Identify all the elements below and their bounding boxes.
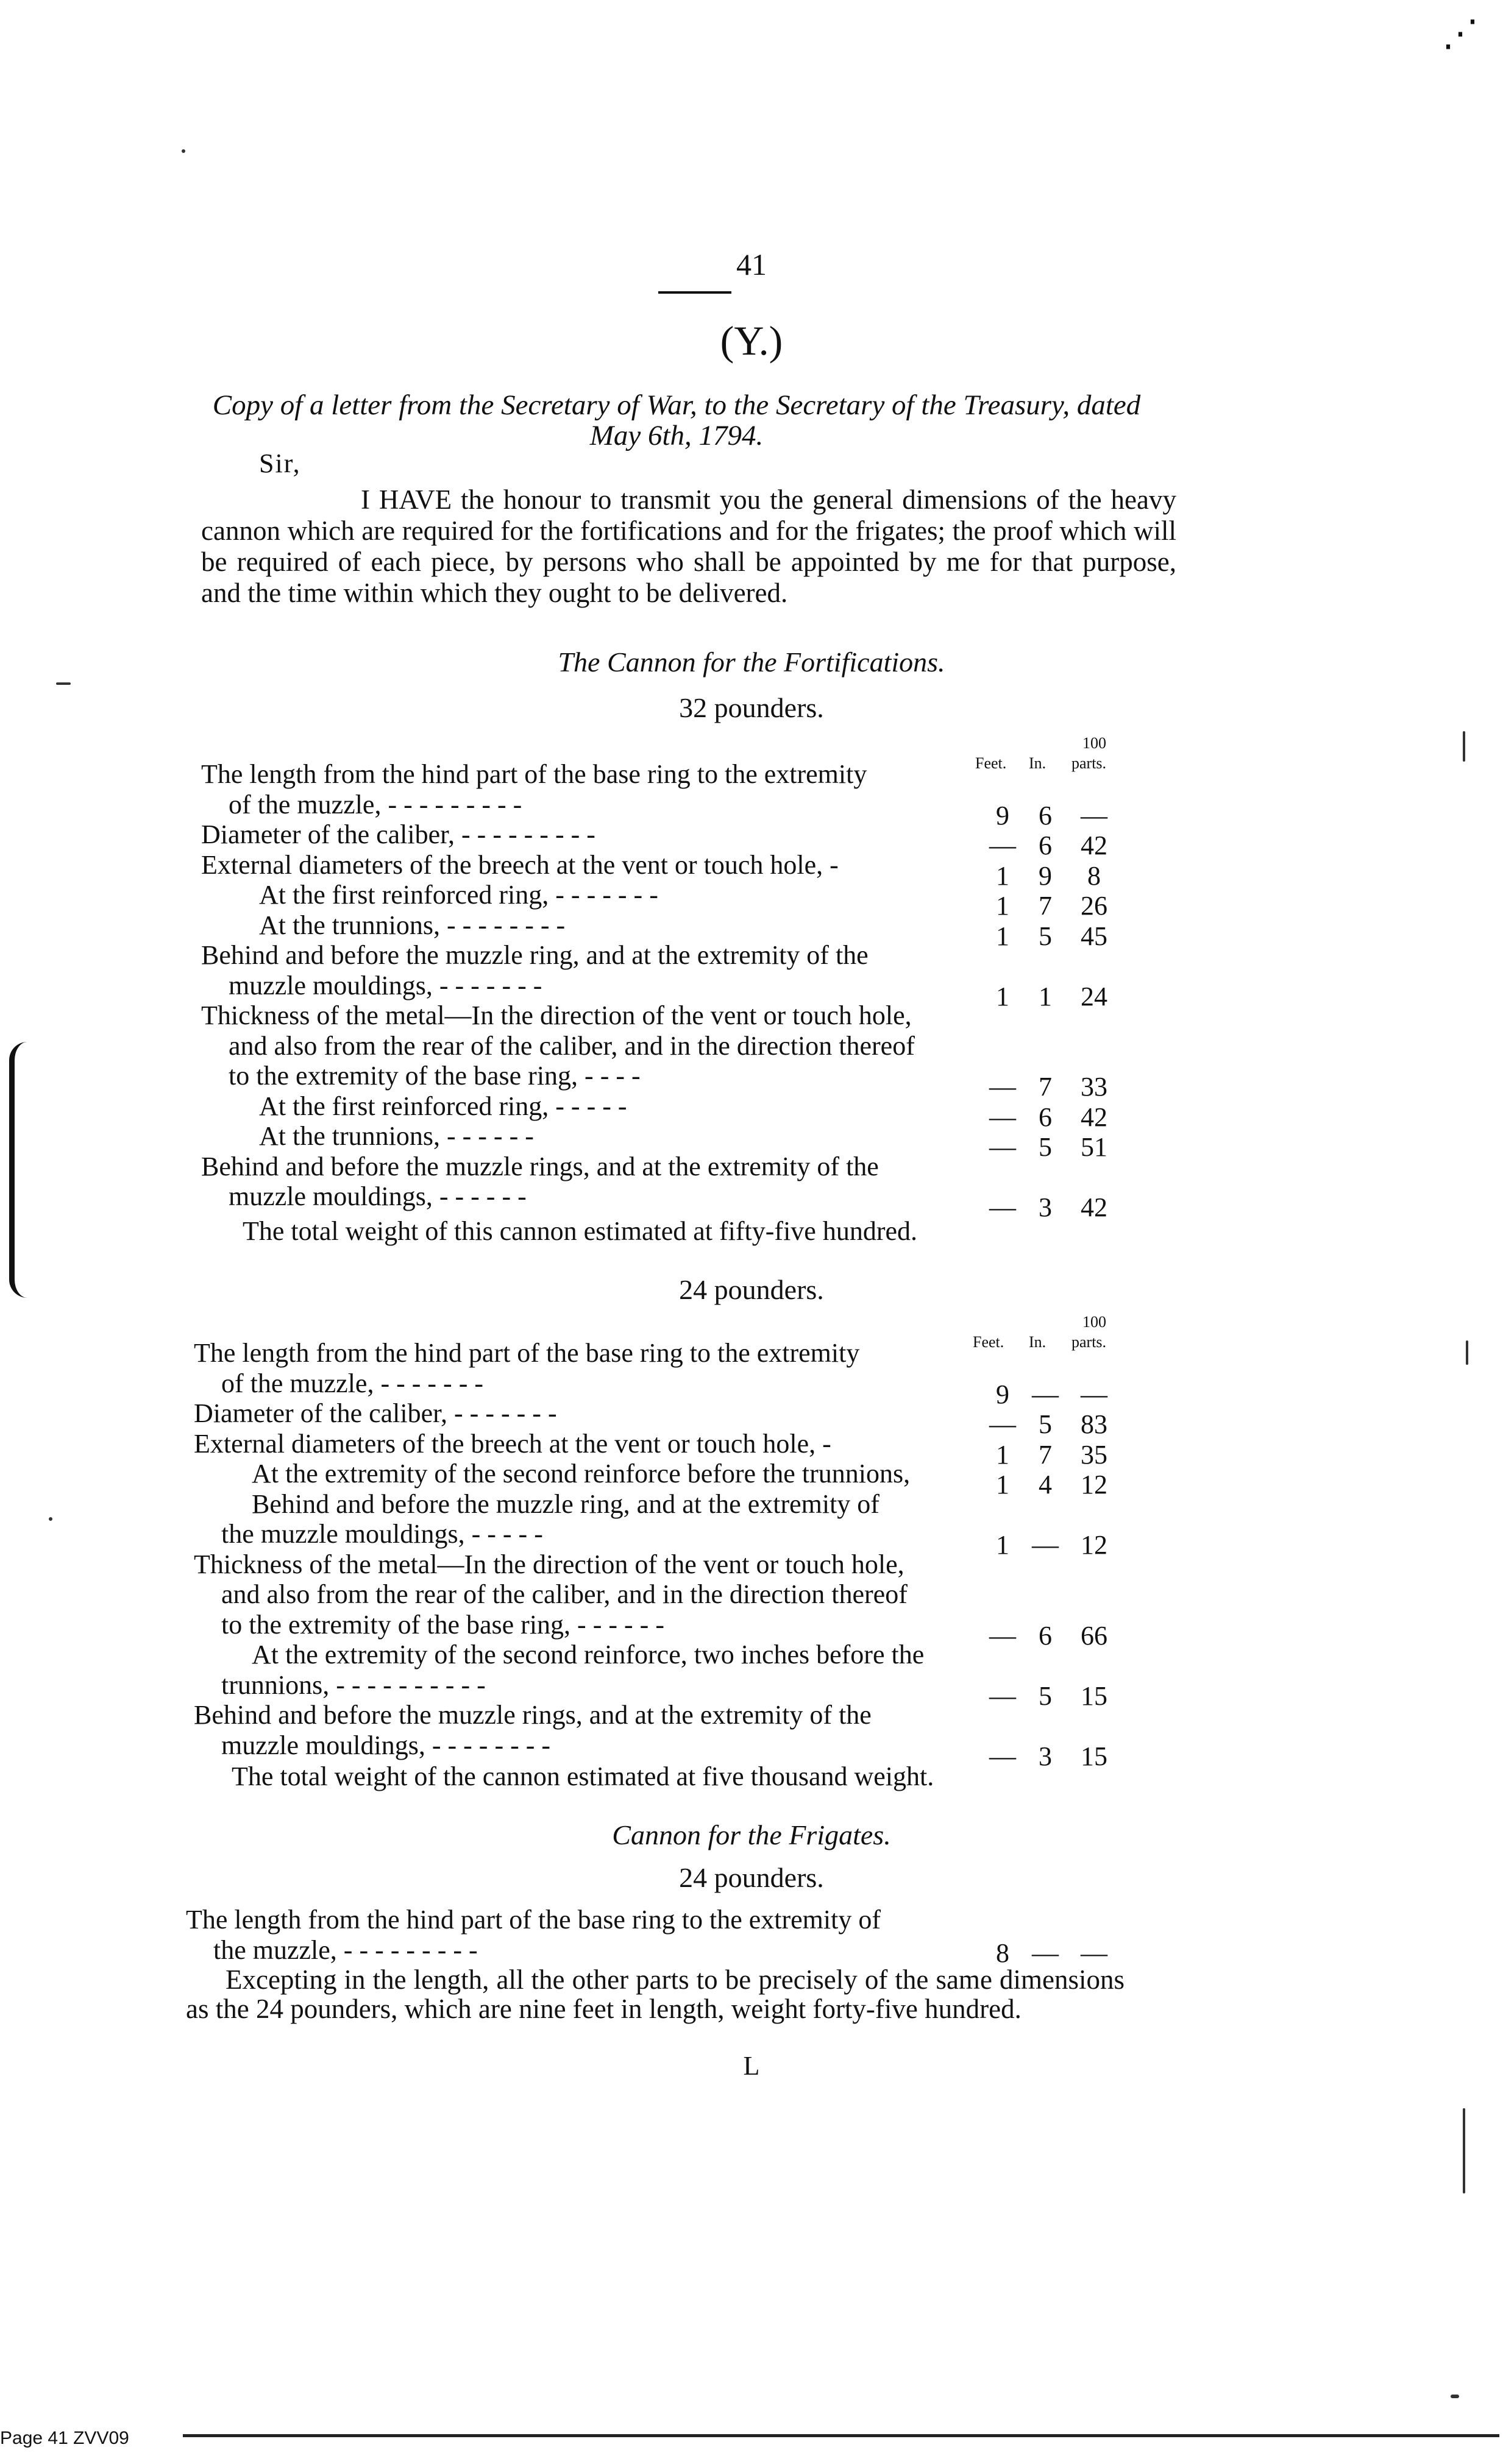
p32-parts-value: 8 bbox=[1087, 860, 1101, 891]
p24-col-parts: parts. bbox=[1071, 1333, 1107, 1351]
frigates-parts-value: — bbox=[1081, 1938, 1107, 1968]
p24-row-text: muzzle mouldings, - - - - - - - - bbox=[221, 1730, 551, 1760]
page-footer: Page 41 ZVV09 bbox=[0, 2428, 129, 2448]
p24-feet-value: 1 bbox=[996, 1439, 1009, 1470]
p24-row-text: of the muzzle, - - - - - - - bbox=[221, 1368, 484, 1398]
salutation: Sir, bbox=[259, 448, 301, 478]
letter-caption bbox=[201, 390, 1152, 451]
frigates-note-text: Excepting in the length, all the other parts to be precisely of the same dimensions as the 24 pounders, which are nine feet in length, weight forty-five hundred. bbox=[186, 1964, 1125, 2024]
p24-inches-value: — bbox=[1032, 1530, 1059, 1560]
p32-total: The total weight of this cannon estimated at fifty-five hundred. bbox=[243, 1216, 918, 1246]
p24-inches-value: 7 bbox=[1039, 1439, 1052, 1470]
p32-inches-value: 7 bbox=[1039, 1072, 1052, 1102]
p24-row-text: Diameter of the caliber, - - - - - - - bbox=[194, 1398, 557, 1428]
margin-bracket-mark bbox=[9, 1042, 30, 1298]
p32-row-text: Thickness of the metal—In the direction of the vent or touch hole, bbox=[201, 1000, 912, 1030]
p32-row-text: The length from the hind part of the base ring to the extremity bbox=[201, 759, 867, 789]
p24-parts-value: 35 bbox=[1081, 1439, 1107, 1470]
ink-speck bbox=[49, 1517, 52, 1521]
p24-inches-value: 5 bbox=[1039, 1680, 1052, 1711]
p24-parts-value: — bbox=[1081, 1379, 1107, 1409]
p32-col-hundred: 100 bbox=[1082, 734, 1106, 752]
p32-row-text: Diameter of the caliber, - - - - - - - - - bbox=[201, 820, 595, 849]
frigates-heading: Cannon for the Frigates. bbox=[612, 1819, 891, 1850]
p24-inches-value: 4 bbox=[1039, 1470, 1052, 1499]
signature-mark: L bbox=[743, 2051, 760, 2081]
p32-row-text: muzzle mouldings, - - - - - - bbox=[229, 1181, 527, 1211]
frigates-p24-heading: 24 pounders. bbox=[679, 1862, 824, 1893]
p24-row-text: to the extremity of the base ring, - - - - - - bbox=[221, 1609, 664, 1640]
p32-feet-value: 1 bbox=[996, 860, 1009, 891]
p24-feet-value: — bbox=[989, 1680, 1016, 1711]
p32-parts-value: 42 bbox=[1081, 1102, 1107, 1132]
p32-feet-value: 9 bbox=[996, 800, 1009, 830]
p32-inches-value: 6 bbox=[1039, 800, 1052, 830]
p32-parts-value: 24 bbox=[1081, 981, 1107, 1011]
p32-row-text: External diameters of the breech at the vent or touch hole, - bbox=[201, 849, 839, 880]
p24-parts-value: 15 bbox=[1081, 1680, 1107, 1711]
p32-feet-value: 1 bbox=[996, 921, 1009, 951]
frigates-feet-value: 8 bbox=[996, 1938, 1009, 1968]
p32-parts-value: 42 bbox=[1081, 1192, 1107, 1222]
p32-inches-value: 7 bbox=[1039, 891, 1052, 921]
p24-row-text: The length from the hind part of the base ring to the extremity bbox=[194, 1338, 860, 1368]
caption-line-2: May 6th, 1794. bbox=[589, 420, 764, 451]
ink-speck bbox=[56, 682, 71, 685]
p24-row-text: At the extremity of the second reinforce, two inches before the bbox=[252, 1640, 925, 1669]
p24-col-in: In. bbox=[1029, 1333, 1046, 1351]
p24-row-text: trunnions, - - - - - - - - - - bbox=[221, 1669, 486, 1700]
p32-row-text: Behind and before the muzzle ring, and at the extremity of the bbox=[201, 940, 869, 970]
p32-col-in: In. bbox=[1029, 754, 1046, 772]
p24-col-hundred: 100 bbox=[1082, 1313, 1106, 1331]
p32-feet-value: — bbox=[989, 1132, 1016, 1162]
p32-row-text: to the extremity of the base ring, - - - - bbox=[229, 1061, 641, 1091]
page-number-rule bbox=[658, 291, 731, 294]
p24-feet-value: 1 bbox=[996, 1470, 1009, 1499]
p32-row-text: of the muzzle, - - - - - - - - - bbox=[229, 789, 522, 820]
p24-inches-value: 5 bbox=[1039, 1409, 1052, 1439]
p32-parts-value: 42 bbox=[1081, 830, 1107, 860]
p24-parts-value: 66 bbox=[1081, 1620, 1107, 1651]
p24-parts-value: 12 bbox=[1081, 1530, 1107, 1560]
p24-total: The total weight of the cannon estimated at five thousand weight. bbox=[232, 1761, 934, 1791]
p24-heading: 24 pounders. bbox=[679, 1274, 824, 1305]
p24-inches-value: — bbox=[1032, 1379, 1059, 1409]
p32-row-text: At the trunnions, - - - - - - - - bbox=[259, 910, 566, 940]
ink-speck bbox=[182, 149, 185, 153]
p32-inches-value: 3 bbox=[1039, 1192, 1052, 1222]
p24-row-text: Behind and before the muzzle ring, and at the extremity of bbox=[252, 1489, 879, 1519]
p24-feet-value: — bbox=[989, 1620, 1016, 1651]
p24-parts-value: 15 bbox=[1081, 1741, 1107, 1771]
frigates-note bbox=[186, 1965, 1125, 2023]
caption-line-1: Copy of a letter from the Secretary of War, to the Secretary of the Treasury, dated bbox=[212, 389, 1141, 421]
p32-row-text: At the trunnions, - - - - - - bbox=[259, 1121, 534, 1151]
p32-parts-value: 26 bbox=[1081, 891, 1107, 921]
p24-row-text: At the extremity of the second reinforce before the trunnions, bbox=[252, 1459, 911, 1489]
p32-row-text: muzzle mouldings, - - - - - - - bbox=[229, 970, 542, 1000]
frigates-row-line-1: The length from the hind part of the base ring to the extremity of bbox=[186, 1905, 881, 1935]
p32-row-text: At the first reinforced ring, - - - - - - - bbox=[259, 880, 658, 910]
p32-inches-value: 1 bbox=[1039, 981, 1052, 1011]
frigates-inches-value: — bbox=[1032, 1938, 1059, 1968]
p32-row-text: Behind and before the muzzle rings, and at the extremity of the bbox=[201, 1151, 879, 1181]
p24-row-text: the muzzle mouldings, - - - - - bbox=[221, 1519, 543, 1549]
p32-feet-value: — bbox=[989, 830, 1016, 860]
p24-inches-value: 3 bbox=[1039, 1741, 1052, 1771]
ink-speck bbox=[1451, 2395, 1459, 2398]
corner-ink-mark: ⋰ bbox=[1442, 13, 1479, 54]
p32-col-parts: parts. bbox=[1071, 754, 1107, 772]
p24-feet-value: — bbox=[989, 1741, 1016, 1771]
p32-inches-value: 5 bbox=[1039, 921, 1052, 951]
p32-row-text: and also from the rear of the caliber, and in the direction thereof bbox=[229, 1030, 915, 1061]
p32-parts-value: 33 bbox=[1081, 1072, 1107, 1102]
frigates-row-line-2: the muzzle, - - - - - - - - - bbox=[213, 1935, 478, 1965]
p24-parts-value: 12 bbox=[1081, 1470, 1107, 1499]
p32-feet-value: 1 bbox=[996, 981, 1009, 1011]
p24-row-text: Behind and before the muzzle rings, and at the extremity of the bbox=[194, 1700, 872, 1730]
ink-speck bbox=[1463, 731, 1465, 762]
p24-feet-value: — bbox=[989, 1409, 1016, 1439]
p32-inches-value: 6 bbox=[1039, 830, 1052, 860]
p32-inches-value: 6 bbox=[1039, 1102, 1052, 1132]
p32-parts-value: 45 bbox=[1081, 921, 1107, 951]
p24-inches-value: 6 bbox=[1039, 1620, 1052, 1651]
appendix-label: (Y.) bbox=[720, 317, 783, 364]
bottom-rule bbox=[183, 2434, 1499, 2437]
p24-col-feet: Feet. bbox=[973, 1333, 1004, 1351]
p32-row-text: At the first reinforced ring, - - - - - bbox=[259, 1091, 627, 1121]
opening-paragraph bbox=[201, 484, 1176, 609]
p24-feet-value: 9 bbox=[996, 1379, 1009, 1409]
p32-inches-value: 9 bbox=[1039, 860, 1052, 891]
ink-speck bbox=[1466, 1340, 1468, 1365]
opening-text: I HAVE the honour to transmit you the general dimensions of the heavy cannon which are required for the fortifications and for the frigates; the proof which will be required of each piece, by persons who shall be appointed by me for that purpose, and the time within which they ought to be delivered. bbox=[201, 484, 1176, 608]
p32-inches-value: 5 bbox=[1039, 1132, 1052, 1162]
p32-feet-value: — bbox=[989, 1072, 1016, 1102]
p32-col-feet: Feet. bbox=[975, 754, 1007, 772]
p24-row-text: External diameters of the breech at the vent or touch hole, - bbox=[194, 1428, 831, 1459]
p32-feet-value: — bbox=[989, 1102, 1016, 1132]
ink-speck bbox=[1463, 2108, 1465, 2193]
p24-feet-value: 1 bbox=[996, 1530, 1009, 1560]
p32-feet-value: — bbox=[989, 1192, 1016, 1222]
p24-row-text: and also from the rear of the caliber, and in the direction thereof bbox=[221, 1579, 908, 1609]
p24-row-text: Thickness of the metal—In the direction of the vent or touch hole, bbox=[194, 1549, 904, 1579]
p32-parts-value: — bbox=[1081, 800, 1107, 830]
p24-parts-value: 83 bbox=[1081, 1409, 1107, 1439]
p32-heading: 32 pounders. bbox=[679, 692, 824, 723]
page-number: 41 bbox=[736, 247, 767, 281]
p32-feet-value: 1 bbox=[996, 891, 1009, 921]
fortifications-heading: The Cannon for the Fortifications. bbox=[558, 646, 945, 678]
p32-parts-value: 51 bbox=[1081, 1132, 1107, 1162]
